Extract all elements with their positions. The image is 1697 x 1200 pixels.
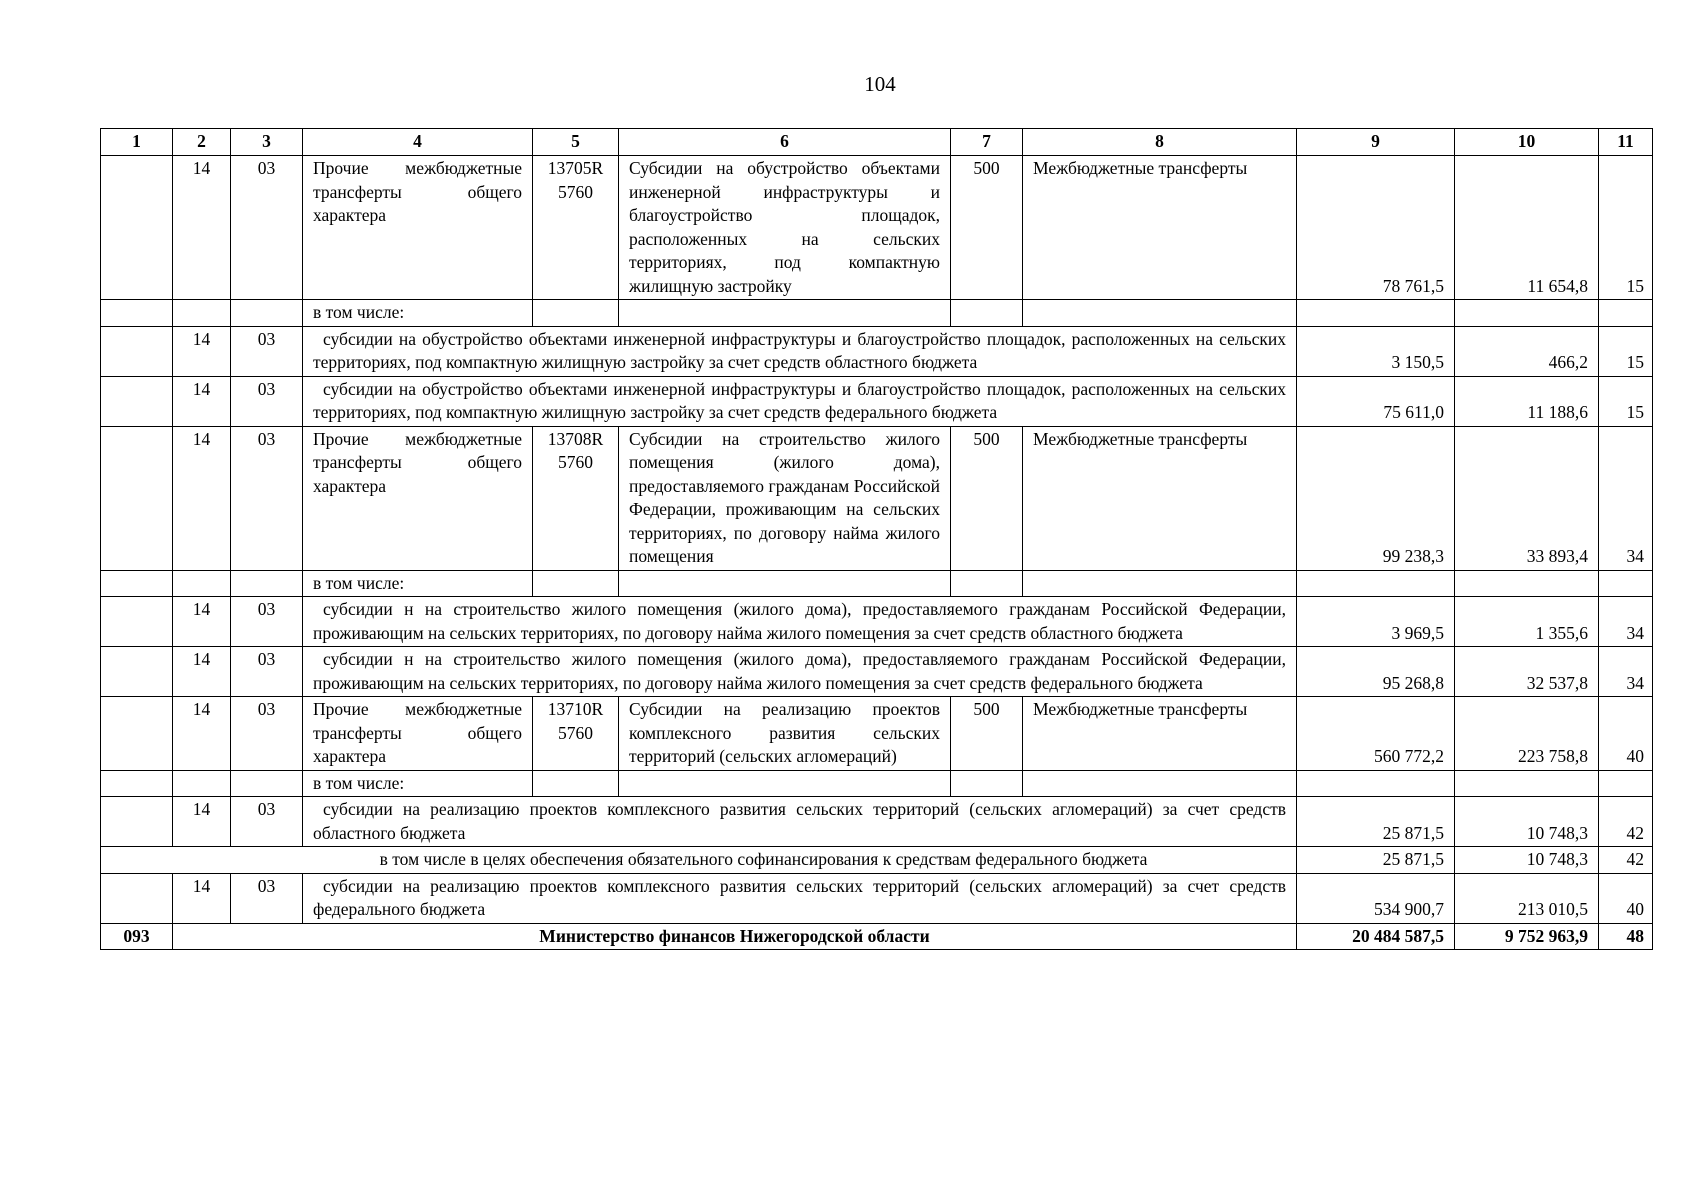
col-header: 6 (619, 129, 951, 156)
table-row (101, 697, 1653, 771)
amount-executed: 11 188,6 (1455, 376, 1599, 426)
col-header: 7 (951, 129, 1023, 156)
amount-executed: 1 355,6 (1455, 597, 1599, 647)
target-code: 13710R 5760 (533, 697, 619, 771)
table-row (101, 570, 1653, 597)
expense-type-code: 500 (951, 697, 1023, 771)
col-header: 8 (1023, 129, 1297, 156)
subsection-code: 03 (231, 326, 303, 376)
percent: 15 (1599, 376, 1653, 426)
section-code: 14 (173, 326, 231, 376)
amount-total: 3 150,5 (1297, 326, 1455, 376)
amount-total: 3 969,5 (1297, 597, 1455, 647)
subtotal-label: в том числе: (303, 770, 533, 797)
expense-type-name: Межбюджетные трансферты (1023, 697, 1297, 771)
row-description: субсидии н на строительство жилого помещения (жилого дома), предоставляемого гражданам Российской Федерации, проживающим на сельских территориях, по договору найма жилого помещения за счет средств федерального бюджета (303, 647, 1297, 697)
amount-total: 75 611,0 (1297, 376, 1455, 426)
col-header: 11 (1599, 129, 1653, 156)
percent: 34 (1599, 597, 1653, 647)
expense-type-code: 500 (951, 156, 1023, 300)
table-row (101, 156, 1653, 300)
subsection-code: 03 (231, 597, 303, 647)
amount-total: 20 484 587,5 (1297, 923, 1455, 950)
percent: 48 (1599, 923, 1653, 950)
percent: 42 (1599, 847, 1653, 874)
section-code: 14 (173, 426, 231, 570)
amount-total: 95 268,8 (1297, 647, 1455, 697)
amount-executed: 223 758,8 (1455, 697, 1599, 771)
table-row (101, 326, 1653, 376)
amount-executed: 33 893,4 (1455, 426, 1599, 570)
budget-table (100, 128, 1653, 950)
target-name: Субсидии на обустройство объектами инженерной инфраструктуры и благоустройство площадок, расположенных на сельских территориях, под компактную жилищную застройку (619, 156, 951, 300)
table-row (101, 597, 1653, 647)
ministry-code: 093 (101, 923, 173, 950)
section-name: Прочие межбюджетные трансферты общего характера (303, 156, 533, 300)
col-header: 9 (1297, 129, 1455, 156)
percent: 40 (1599, 873, 1653, 923)
row-description: субсидии на реализацию проектов комплексного развития сельских территорий (сельских агломераций) за счет средств федерального бюджета (303, 873, 1297, 923)
table-row (101, 847, 1653, 874)
expense-type-name: Межбюджетные трансферты (1023, 156, 1297, 300)
col-header: 5 (533, 129, 619, 156)
amount-total: 25 871,5 (1297, 797, 1455, 847)
percent: 40 (1599, 697, 1653, 771)
table-row (101, 300, 1653, 327)
amount-executed: 213 010,5 (1455, 873, 1599, 923)
table-row (101, 770, 1653, 797)
percent: 34 (1599, 426, 1653, 570)
amount-executed: 32 537,8 (1455, 647, 1599, 697)
section-code: 14 (173, 873, 231, 923)
total-row (101, 923, 1653, 950)
amount-executed: 11 654,8 (1455, 156, 1599, 300)
section-code: 14 (173, 647, 231, 697)
table-row (101, 426, 1653, 570)
table-row (101, 647, 1653, 697)
subsection-code: 03 (231, 647, 303, 697)
target-name: Субсидии на строительство жилого помещения (жилого дома), предоставляемого гражданам Российской Федерации, проживающим на сельских территориях, по договору найма жилого помещения (619, 426, 951, 570)
amount-total: 99 238,3 (1297, 426, 1455, 570)
subsection-code: 03 (231, 376, 303, 426)
col-header: 2 (173, 129, 231, 156)
amount-executed: 9 752 963,9 (1455, 923, 1599, 950)
subtotal-label: в том числе: (303, 570, 533, 597)
col-header: 10 (1455, 129, 1599, 156)
amount-total: 534 900,7 (1297, 873, 1455, 923)
percent: 15 (1599, 156, 1653, 300)
percent: 15 (1599, 326, 1653, 376)
section-code: 14 (173, 597, 231, 647)
table-row (101, 873, 1653, 923)
amount-total: 560 772,2 (1297, 697, 1455, 771)
target-code: 13705R 5760 (533, 156, 619, 300)
amount-executed: 10 748,3 (1455, 797, 1599, 847)
row-description: субсидии н на строительство жилого помещения (жилого дома), предоставляемого гражданам Российской Федерации, проживающим на сельских территориях, по договору найма жилого помещения за счет средств областного бюджета (303, 597, 1297, 647)
amount-executed: 466,2 (1455, 326, 1599, 376)
table-header (101, 129, 1653, 156)
col-header: 3 (231, 129, 303, 156)
target-code: 13708R 5760 (533, 426, 619, 570)
row-description: в том числе в целях обеспечения обязательного софинансирования к средствам федерального бюджета (101, 847, 1297, 874)
table-row (101, 376, 1653, 426)
subsection-code: 03 (231, 156, 303, 300)
section-name: Прочие межбюджетные трансферты общего характера (303, 426, 533, 570)
col-header: 1 (101, 129, 173, 156)
section-code: 14 (173, 376, 231, 426)
percent: 42 (1599, 797, 1653, 847)
subtotal-label: в том числе: (303, 300, 533, 327)
expense-type-code: 500 (951, 426, 1023, 570)
subsection-code: 03 (231, 697, 303, 771)
col-header: 4 (303, 129, 533, 156)
section-code: 14 (173, 156, 231, 300)
table-row (101, 797, 1653, 847)
ministry-name: Министерство финансов Нижегородской области (173, 923, 1297, 950)
amount-executed: 10 748,3 (1455, 847, 1599, 874)
subsection-code: 03 (231, 426, 303, 570)
page-number: 104 (864, 72, 896, 96)
section-code: 14 (173, 697, 231, 771)
amount-total: 25 871,5 (1297, 847, 1455, 874)
amount-total: 78 761,5 (1297, 156, 1455, 300)
row-description: субсидии на обустройство объектами инженерной инфраструктуры и благоустройство площадок, расположенных на сельских территориях, под компактную жилищную застройку за счет средств федерального бюджета (303, 376, 1297, 426)
percent: 34 (1599, 647, 1653, 697)
expense-type-name: Межбюджетные трансферты (1023, 426, 1297, 570)
section-code: 14 (173, 797, 231, 847)
subsection-code: 03 (231, 797, 303, 847)
section-name: Прочие межбюджетные трансферты общего характера (303, 697, 533, 771)
subsection-code: 03 (231, 873, 303, 923)
row-description: субсидии на обустройство объектами инженерной инфраструктуры и благоустройство площадок, расположенных на сельских территориях, под компактную жилищную застройку за счет средств областного бюджета (303, 326, 1297, 376)
row-description: субсидии на реализацию проектов комплексного развития сельских территорий (сельских агломераций) за счет средств областного бюджета (303, 797, 1297, 847)
target-name: Субсидии на реализацию проектов комплексного развития сельских территорий (сельских агломераций) (619, 697, 951, 771)
